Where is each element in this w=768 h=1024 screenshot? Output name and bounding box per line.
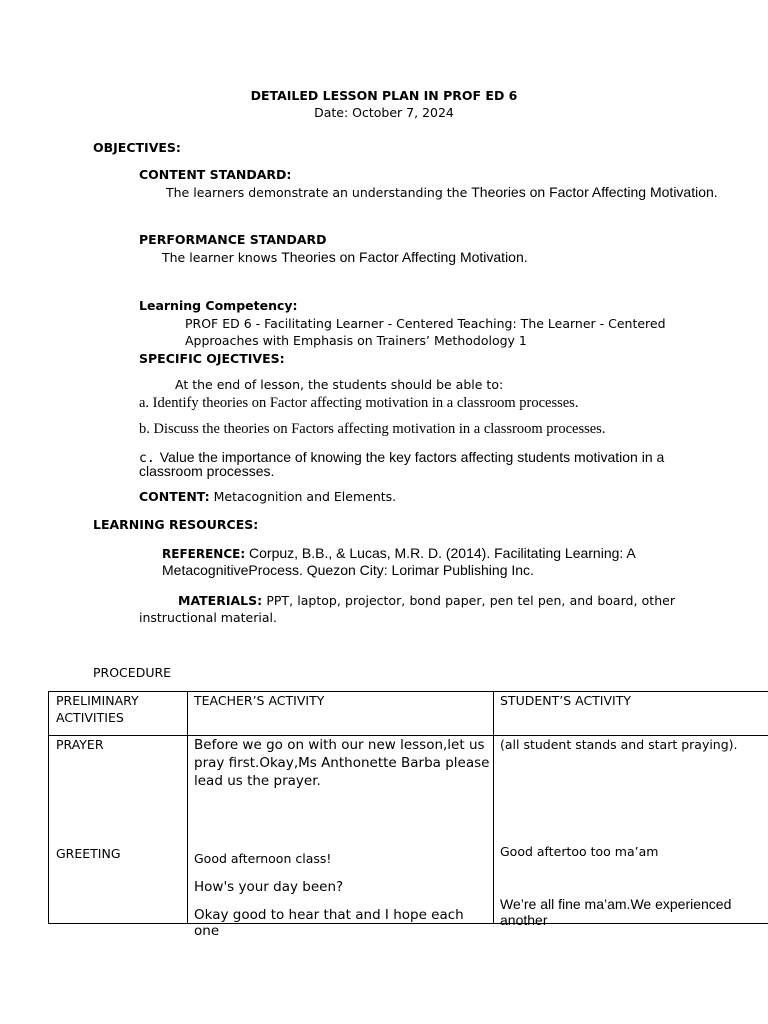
student-prayer-text: (all student stands and start praying). xyxy=(500,737,738,752)
objective-b: b. Discuss the theories on Factors affecting motivation in a classroom processes. xyxy=(139,421,606,437)
learning-resources-heading: LEARNING RESOURCES: xyxy=(93,517,259,532)
learning-competency-line1: PROF ED 6 - Facilitating Learner - Centered Teaching: The Learner - Centered xyxy=(185,316,666,331)
row-label-greeting: GREETING xyxy=(56,846,121,861)
student-activity-cell xyxy=(494,736,768,928)
header-cell-preliminary xyxy=(49,692,188,736)
materials-line2: instructional material. xyxy=(139,610,277,625)
document-title: DETAILED LESSON PLAN IN PROF ED 6 xyxy=(250,88,518,103)
procedure-table xyxy=(48,691,768,939)
materials-word: pen xyxy=(489,593,514,608)
materials-word: other xyxy=(641,593,675,608)
objective-a: a. Identify theories on Factor affecting motivation in a classroom processes. xyxy=(139,395,579,411)
table-header-row xyxy=(49,692,768,736)
reference-line2: MetacognitiveProcess. Quezon City: Lorimar Publishing Inc. xyxy=(162,562,534,578)
materials-word: paper, xyxy=(445,593,486,608)
table-row xyxy=(49,736,768,924)
objective-c-letter: c. xyxy=(139,451,155,466)
materials-word: and xyxy=(569,593,594,608)
teacher-prayer-line: pray first.Okay,Ms Anthonette Barba please xyxy=(194,755,490,771)
materials-word: PPT, xyxy=(266,593,294,608)
student-greeting-line: Good aftertoo too ma’am xyxy=(500,844,659,859)
header-cell-student xyxy=(494,692,768,736)
learning-competency-line2: Approaches with Emphasis on Trainers’ Methodology 1 xyxy=(185,333,527,348)
materials-word: board, xyxy=(597,593,638,608)
teacher-greeting-line: Okay good to hear that and I hope each one xyxy=(194,907,464,939)
student-greeting-line: We’re all fine ma’am.We experienced another xyxy=(500,896,732,928)
teacher-greeting-line: Good afternoon class! xyxy=(194,851,332,866)
document-date: Date: October 7, 2024 xyxy=(314,105,454,120)
header-preliminary: PRELIMINARY xyxy=(56,693,139,708)
content-text: Metacognition and Elements. xyxy=(209,489,397,504)
content-standard-topic: Theories on Factor Affecting Motivation. xyxy=(471,184,718,200)
materials-label: MATERIALS: xyxy=(178,593,263,608)
learning-competency-heading: Learning Competency: xyxy=(139,298,298,313)
objective-c-line1: Value the importance of knowing the key factors affecting students motivation in a xyxy=(159,449,665,465)
materials-line1 xyxy=(139,593,675,608)
teacher-greeting-line: How's your day been? xyxy=(194,879,344,895)
performance-standard-topic: Theories on Factor Affecting Motivation. xyxy=(281,249,528,265)
objectives-heading: OBJECTIVES: xyxy=(93,140,181,155)
content-standard-heading: CONTENT STANDARD: xyxy=(139,167,292,182)
procedure-heading: PROCEDURE xyxy=(93,665,172,680)
teacher-prayer-line: Before we go on with our new lesson,let us xyxy=(194,737,485,753)
row-label-prayer: PRAYER xyxy=(56,737,104,752)
specific-objectives-intro: At the end of lesson, the students should be able to: xyxy=(175,377,504,392)
materials-word: projector, xyxy=(345,593,406,608)
materials-word: laptop, xyxy=(297,593,341,608)
reference-label: REFERENCE: xyxy=(162,547,246,561)
teacher-activity-cell xyxy=(188,736,494,939)
content-line xyxy=(139,489,396,504)
materials-word: tel xyxy=(517,593,534,608)
header-activities: ACTIVITIES xyxy=(56,710,124,725)
header-student-activity: STUDENT’S ACTIVITY xyxy=(500,693,631,708)
specific-objectives-heading: SPECIFIC OJECTIVES: xyxy=(139,351,285,366)
reference-text: Corpuz, B.B., & Lucas, M.R. D. (2014). Facilitating Learning: A xyxy=(245,545,636,561)
content-standard-prefix: The learners demonstrate an understanding the xyxy=(166,185,472,200)
performance-standard-text xyxy=(162,249,528,265)
teacher-prayer-line: lead us the prayer. xyxy=(194,773,321,789)
materials-word: pen, xyxy=(537,593,566,608)
header-teacher-activity: TEACHER’S ACTIVITY xyxy=(194,693,325,708)
content-standard-text xyxy=(166,184,718,200)
objective-c-line2: classroom processes. xyxy=(139,463,275,479)
row-label-cell xyxy=(49,736,188,924)
content-label: CONTENT: xyxy=(139,489,210,504)
performance-standard-heading: PERFORMANCE STANDARD xyxy=(139,232,327,247)
reference-line1 xyxy=(162,543,636,562)
header-cell-teacher xyxy=(188,692,494,736)
performance-standard-prefix: The learner knows xyxy=(162,250,282,265)
materials-word: bond xyxy=(409,593,441,608)
